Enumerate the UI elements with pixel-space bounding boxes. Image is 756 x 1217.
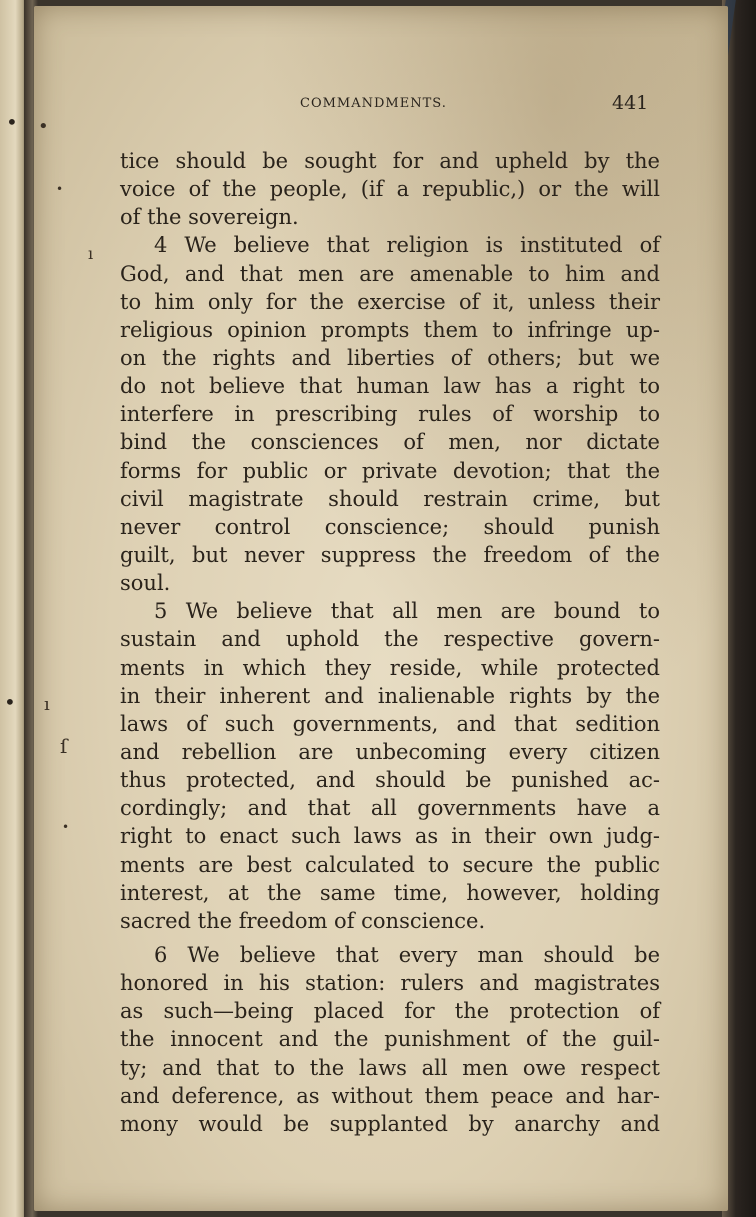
page-number: 441	[612, 92, 649, 114]
text-line: laws of such governments, and that sedition	[120, 711, 660, 736]
text-line: right to enact such laws as in their own judg-	[120, 824, 660, 849]
text-line: 5 We believe that all men are bound to	[154, 599, 660, 624]
ink-speck: ı	[88, 244, 94, 263]
text-line: ments are best calculated to secure the public	[120, 852, 660, 877]
ink-speck: •	[38, 116, 49, 137]
text-line: guilt, but never suppress the freedom of the	[120, 542, 660, 567]
text-line: ments in which they reside, while protected	[120, 655, 660, 680]
text-line: cordingly; and that all governments have a	[120, 796, 660, 821]
text-line: sacred the freedom of conscience.	[120, 908, 486, 933]
text-line: mony would be supplanted by anarchy and	[120, 1111, 660, 1136]
book-page	[34, 6, 728, 1211]
text-line: voice of the people, (if a republic,) or the will	[120, 177, 660, 202]
text-line: on the rights and liberties of others; but we	[120, 345, 660, 370]
ink-mark: •	[4, 690, 16, 714]
text-line: forms for public or private devotion; that the	[120, 458, 660, 483]
text-line: 4 We believe that religion is instituted of	[154, 233, 660, 258]
ink-mark: •	[6, 110, 18, 134]
text-line: to him only for the exercise of it, unless their	[120, 289, 660, 314]
ink-speck: •	[62, 820, 70, 834]
text-line: 6 We believe that every man should be	[154, 942, 660, 967]
ink-speck: ſ	[60, 734, 68, 758]
body-text	[120, 147, 660, 1138]
ink-speck: •	[56, 182, 64, 196]
text-line: and deference, as without them peace and har-	[120, 1083, 660, 1108]
text-line: interfere in prescribing rules of worship to	[120, 402, 660, 427]
text-line: of the sovereign.	[120, 205, 299, 230]
text-line: sustain and uphold the respective govern-	[120, 627, 660, 652]
text-line: ty; and that to the laws all men owe respect	[120, 1055, 660, 1080]
page-header	[34, 92, 728, 122]
ink-speck: ı	[44, 694, 50, 715]
text-line: interest, at the same time, however, holding	[120, 880, 660, 905]
text-line: God, and that men are amenable to him and	[120, 261, 660, 286]
text-line: never control conscience; should punish	[120, 514, 660, 539]
text-line: civil magistrate should restrain crime, but	[120, 486, 660, 511]
text-line: in their inherent and inalienable rights by the	[120, 683, 660, 708]
text-line: thus protected, and should be punished ac-	[120, 768, 660, 793]
text-line: religious opinion prompts them to infringe up-	[120, 317, 660, 342]
text-line: soul.	[120, 571, 171, 596]
text-line: do not believe that human law has a right to	[120, 374, 660, 399]
running-head: COMMANDMENTS.	[300, 96, 447, 111]
text-line: and rebellion are unbecoming every citizen	[120, 739, 660, 764]
text-line: bind the consciences of men, nor dictate	[120, 430, 660, 455]
text-line: the innocent and the punishment of the guil-	[120, 1027, 660, 1052]
text-line: as such—being placed for the protection of	[120, 999, 660, 1024]
text-line: tice should be sought for and upheld by the	[120, 149, 660, 173]
text-line: honored in his station: rulers and magistrates	[120, 971, 660, 996]
